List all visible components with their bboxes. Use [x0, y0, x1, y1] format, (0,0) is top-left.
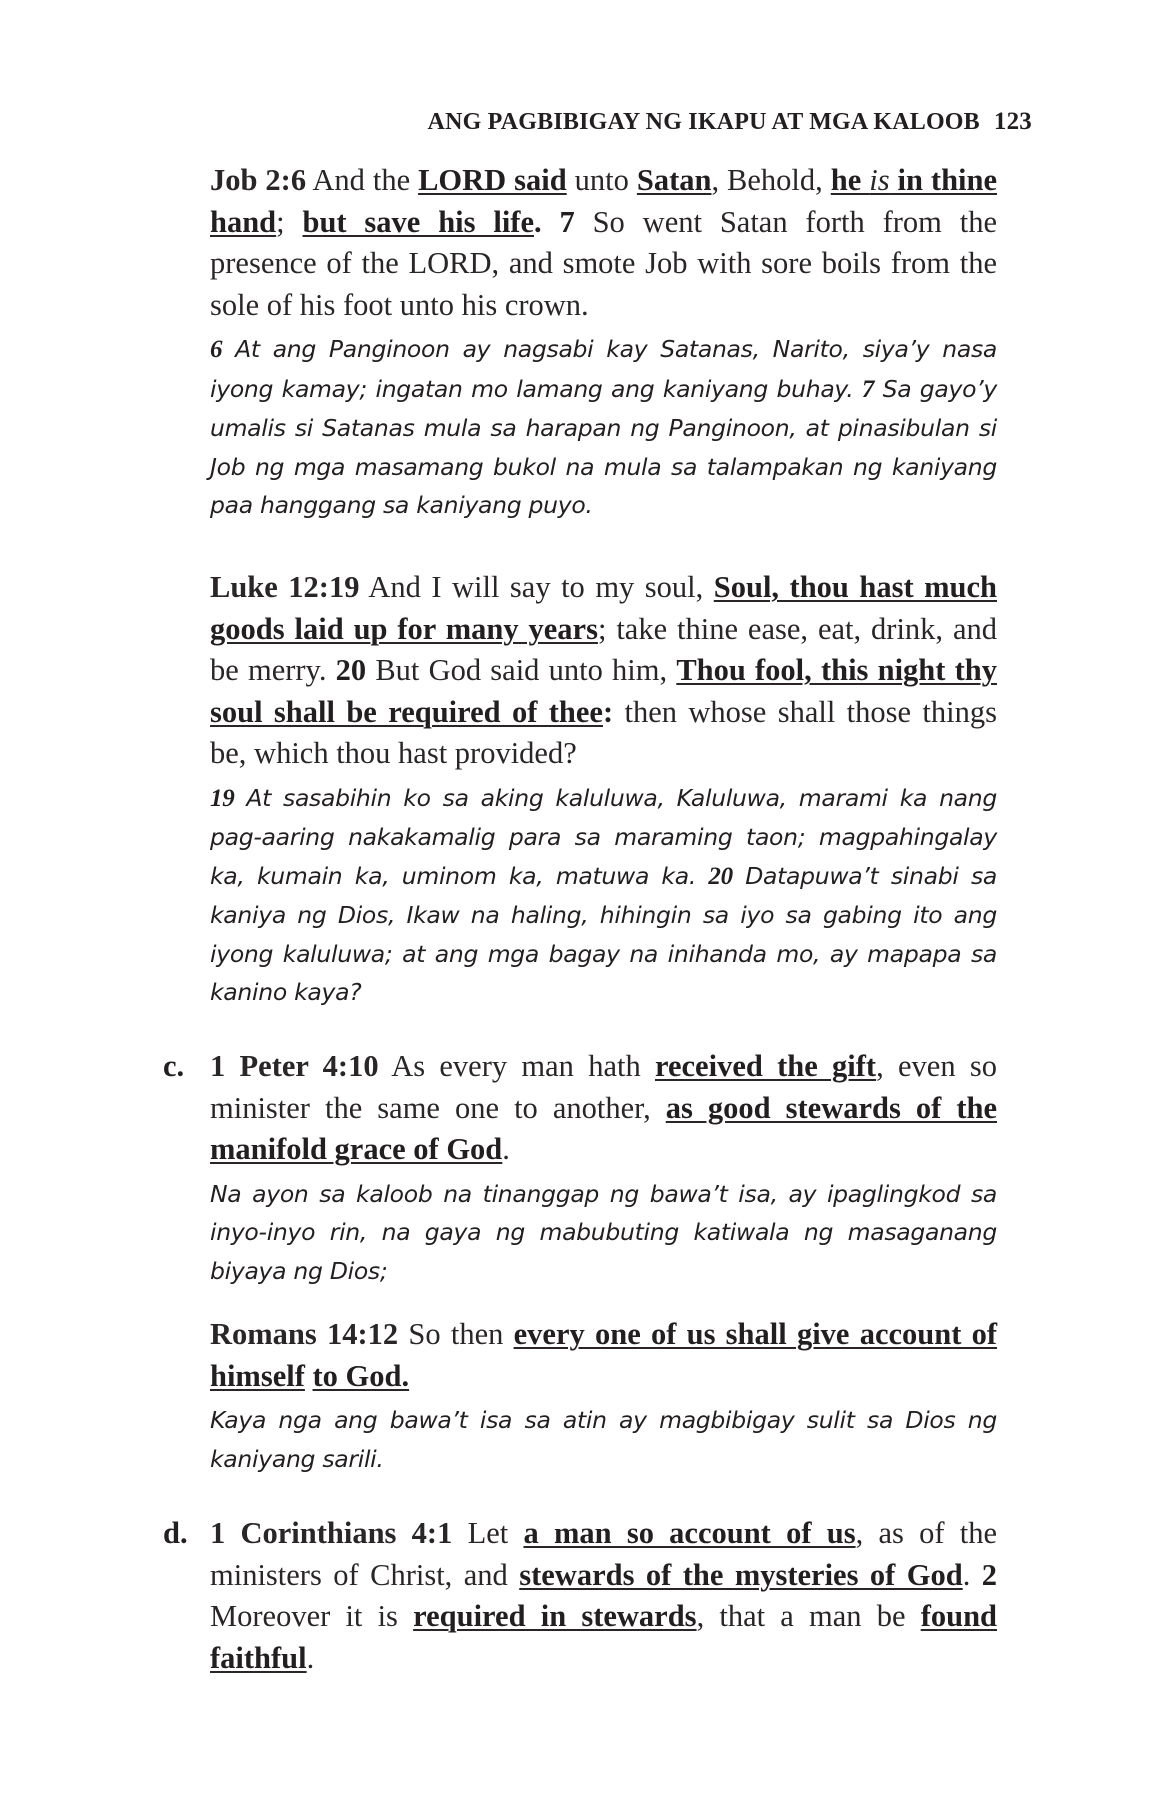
verse-text: And I will say to my soul, Soul, thou hast much goods laid up for many years; take thine ease, eat, drink, and be merry. 20 But God said unto him, Thou fool, this night thy soul shall be required of thee: then whose shall those things be, which thou hast provided?	[210, 570, 997, 770]
tagalog-translation: Kaya nga ang bawa’t isa sa atin ay magbibigay sulit sa Dios ng kaniyang sarili.	[210, 1406, 997, 1473]
chapter-title: ANG PAGBIBIGAY NG IKAPU AT MGA KALOOB	[427, 109, 980, 135]
english-verse	[210, 1513, 997, 1679]
passage-1-peter	[210, 1046, 997, 1290]
tagalog-translation: Na ayon sa kaloob na tinanggap ng bawa’t isa, ay ipaglingkod sa inyo-inyo rin, na gaya ng mabubuting katiwala ng masaganang biyaya ng Dios;	[210, 1179, 997, 1285]
english-verse	[210, 1046, 997, 1171]
verse-reference: 1 Corinthians 4:1	[210, 1516, 453, 1550]
verse-text: As every man hath received the gift, even so minister the same one to another, as good stewards of the manifold grace of God.	[210, 1049, 997, 1166]
verse-text: And the LORD said unto Satan, Behold, he is in thine hand; but save his life. 7 So went Satan forth from the presence of the LORD, and smote Job with sore boils from the sole of his foot unto his crown.	[210, 163, 998, 322]
passage-romans	[210, 1314, 997, 1478]
tagalog-translation: 19 At sasabihin ko sa aking kaluluwa, Kaluluwa, marami ka nang pag-aaring nakakamalig para sa maraming taon; magpahingalay ka, kumain ka, uminom ka, matuwa ka. 20 Datapuwa’t sinabi sa kaniya ng Dios, Ikaw na haling, hihingin sa iyo sa gabing ito ang iyong kaluluwa; at ang mga bagay na inihanda mo, ay mapapa sa kanino kaya?	[210, 783, 998, 1006]
verse-text: So then every one of us shall give account of himself to God.	[210, 1317, 998, 1393]
verse-reference: 1 Peter 4:10	[210, 1049, 379, 1083]
page-number: 123	[993, 108, 1032, 135]
english-verse	[210, 1314, 997, 1397]
running-header	[210, 108, 1032, 136]
verse-reference: Job 2:6	[210, 163, 307, 197]
list-marker-d: d.	[163, 1516, 188, 1550]
passage-job	[210, 160, 997, 525]
verse-reference: Luke 12:19	[210, 570, 360, 604]
english-verse	[210, 160, 997, 326]
list-marker-c: c.	[163, 1049, 185, 1083]
verse-reference: Romans 14:12	[210, 1317, 399, 1351]
passage-luke	[210, 567, 997, 1012]
tagalog-translation: 6 At ang Panginoon ay nagsabi kay Satanas, Narito, siya’y nasa iyong kamay; ingatan mo lamang ang kaniyang buhay. 7 Sa gayo’y umalis si Satanas mula sa harapan ng Panginoon, at pinasibulan si Job ng mga masamang bukol na mula sa talampakan ng kaniyang paa hanggang sa kaniyang puyo.	[210, 335, 997, 519]
verse-text: Let a man so account of us, as of the ministers of Christ, and stewards of the mysteries of God. 2 Moreover it is required in stewards, that a man be found faithful.	[210, 1516, 998, 1675]
english-verse	[210, 567, 997, 775]
passage-1-corinthians	[210, 1513, 997, 1679]
